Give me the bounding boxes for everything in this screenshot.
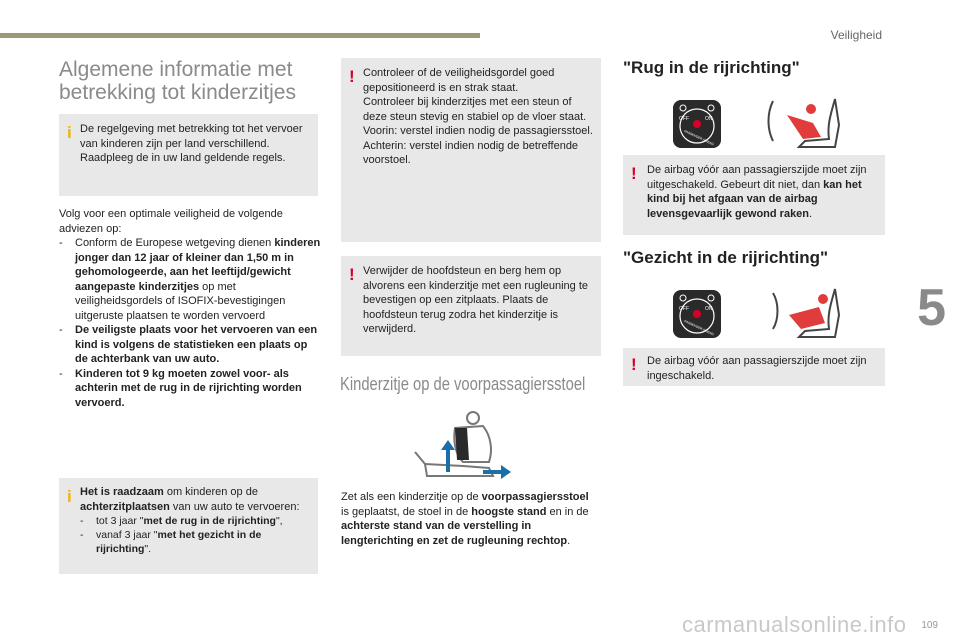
icon-off-label: OFF [679,306,689,312]
info-icon: i [67,487,72,506]
section-title: Veiligheid [830,28,882,42]
warning-box-headrest [341,256,601,356]
forward-facing-seat-illustration [765,285,845,343]
section-subtitle: Kinderzitje op de voorpassagiersstoel [340,374,586,394]
info-box-regulations [59,114,318,196]
list-item: - vanaf 3 jaar "met het gezicht in de rijrichting". [80,528,312,556]
header-bar [0,33,480,38]
icon-ring-label: PASSENGER AIRBAG [683,129,715,147]
info-icon: i [67,123,72,142]
heading-rear-facing: "Rug in de rijrichting" [623,58,800,77]
warning-text: Verwijder de hoofdsteun en berg hem op alvorens een kinderzitje met een rugleuning te bevestigen op een zitplaats. Plaats de hoofdsteun terug zodra het kinderzitje is verwijderd. [363,265,589,335]
warning-box-seatbelt [341,58,601,242]
warning-icon: ! [631,355,637,374]
warning-text: De airbag vóór aan passagierszijde moet zijn ingeschakeld. [647,355,867,382]
icon-off-label: OFF [679,116,689,122]
warning-box-airbag-on [623,348,885,386]
list-item: - tot 3 jaar "met de rug in de rijrichting", [80,514,312,528]
icon-on-label: ON [705,116,713,122]
rear-facing-seat-illustration [765,95,845,153]
warning-box-airbag-off [623,155,885,235]
heading-forward-facing: "Gezicht in de rijrichting" [623,248,829,267]
advice-intro: Volg voor een optimale veiligheid de volgende adviezen op: [59,208,283,235]
list-item: - Conform de Europese wetgeving dienen kinderen jonger dan 12 jaar of kleiner dan 1,50 m in gehomologeerde, aan het leeftijd/gewicht aangepaste kinderzitjes op met veiligheidsgordels of ISOFIX-bevestigingen uitgeruste plaatsen te worden vervoerd [59,236,321,323]
warning-icon: ! [631,164,637,183]
chapter-number: 5 [917,279,946,337]
warning-text: De airbag vóór aan passagierszijde moet zijn uitgeschakeld. Gebeurt dit niet, dan kan het kind bij het afgaan van de airbag levensgevaarlijk gewond raken. [647,164,867,220]
arrow-up-icon [441,440,455,472]
watermark: carmanualsonline.info [682,612,907,637]
icon-on-label: ON [705,306,713,312]
page-number: 109 [921,620,938,631]
passenger-airbag-on-icon [673,290,721,338]
warning-icon: ! [349,67,355,86]
front-seat-paragraph: Zet als een kinderzitje op de voorpassagiersstoel is geplaatst, de stoel in de hoogste stand en in de achterste stand van de verstelling in lengterichting en zet de rugleuning rechtop. [341,491,589,547]
page-title: Algemene informatie met betrekking tot kinderzitjes [59,58,296,104]
info-text: De regelgeving met betrekking tot het vervoer van kinderen zijn per land verschillend. Raadpleeg de in uw land geldende regels. [80,123,303,164]
seat-adjust-illustration [405,410,513,486]
list-item: - De veiligste plaats voor het vervoeren van een kind is volgens de statistieken een plaats op de achterbank van uw auto. [59,323,321,367]
age-list [80,514,312,556]
passenger-airbag-off-icon [673,100,721,148]
warning-icon: ! [349,265,355,284]
info-box-rear-seats: i Het is raadzaam om kinderen op de achterzitplaatsen van uw auto te vervoeren: - tot 3 jaar "met de rug in de rijrichting", - vanaf 3 jaar "met het gezicht in de rijrichting". [59,478,318,574]
list-item: - Kinderen tot 9 kg moeten zowel voor- als achterin met de rug in de rijrichting worden vervoerd. [59,367,321,411]
warning-text: Controleer of de veiligheidsgordel goed gepositioneerd is en strak staat. Controleer bij kinderzitjes met een steun of deze steun stevig en stabiel op de vloer staat. Voorin: verstel indien nodig de passagiersstoel. Achterin: verstel indien nodig de betreffende voorstoel. [363,67,593,166]
advice-list [59,236,321,410]
advice-block [59,207,321,410]
icon-ring-label: PASSENGER AIRBAG [683,319,715,337]
